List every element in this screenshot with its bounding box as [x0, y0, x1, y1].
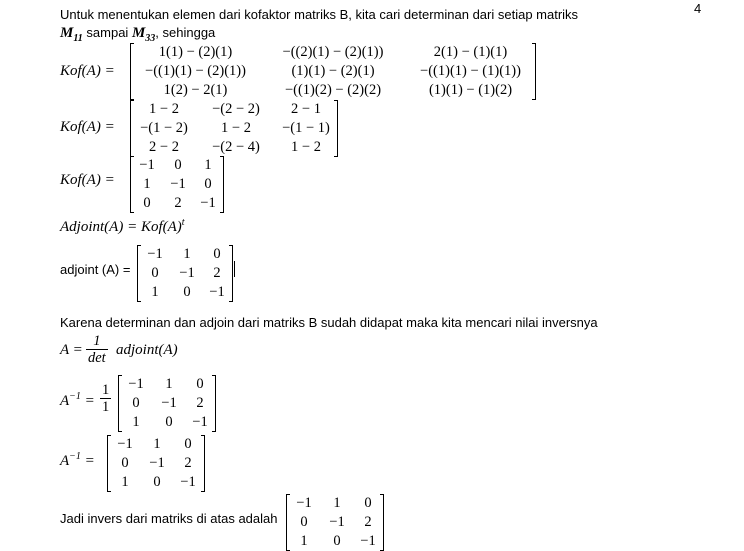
matrix-cell: 1 − 2	[149, 101, 179, 117]
matrix-cell: −((1)(1) − (2)(1))	[145, 63, 246, 79]
conclusion-matrix	[286, 494, 384, 551]
inverse-formula-rhs: adjoint(A)	[116, 342, 178, 358]
matrix-cell: −((1)(2) − (2)(2)	[284, 82, 382, 98]
bracket-corner	[212, 431, 216, 432]
matrix-cell: 1	[183, 246, 191, 262]
matrix-cell: −1	[209, 284, 225, 300]
bracket-corner	[212, 375, 216, 376]
matrix-cell: 1 − 2	[291, 139, 321, 155]
matrix-cell: 2	[364, 514, 372, 530]
matrix-cell: 1	[300, 533, 308, 549]
bracket-corner	[334, 100, 338, 101]
matrix-cell: 0	[174, 157, 182, 173]
matrix-cell: 1	[204, 157, 212, 173]
ainv-fraction: $\frac{1}{1}$	[102, 382, 110, 415]
adjoint-matrix	[137, 245, 233, 302]
inverse-formula-fraction: 1 det	[88, 333, 106, 366]
kof-matrix-step3	[130, 156, 224, 213]
matrix-cell: −(2 − 4)	[212, 139, 260, 155]
matrix-cell: (1)(1) − (1)(2)	[428, 82, 513, 98]
matrix-cell: 0	[300, 514, 308, 530]
matrix-cell: 2	[174, 195, 182, 211]
kof-label-3: Kof(A) =	[60, 172, 115, 188]
bracket-corner	[380, 494, 384, 495]
matrix-cell: 0	[213, 246, 221, 262]
matrix-cell: 1	[143, 176, 151, 192]
intro-text: Untuk menentukan elemen dari kofaktor matriks B, kita cari determinan dari setiap matriks	[60, 7, 579, 22]
ainv-label-1: $A^{-1}$ =	[60, 391, 95, 409]
matrix-cell: −1	[192, 414, 208, 430]
matrix-cell: 0	[333, 533, 341, 549]
matrix-cell: −1	[296, 495, 312, 511]
kof-matrix-step2	[130, 100, 338, 157]
matrix-cell: −1	[161, 395, 177, 411]
matrix-cell: −1	[200, 195, 216, 211]
matrix-cell: −((1)(1) − (1)(1))	[420, 63, 521, 79]
matrix-cell: 0	[196, 376, 204, 392]
m11-symbol: $M_{11}$	[60, 25, 83, 44]
matrix-cell: 0	[121, 455, 129, 471]
matrix-cell: 0	[184, 436, 192, 452]
karena-text: Karena determinan dan adjoin dari matriks B sudah didapat maka kita mencari nilai inversnya	[60, 315, 598, 330]
inverse-formula-lhs: A =	[60, 342, 83, 358]
matrix-cell: −1	[117, 436, 133, 452]
matrix-cell: 1	[121, 474, 129, 490]
matrix-cell: −1	[360, 533, 376, 549]
matrix-cell: 2	[213, 265, 221, 281]
bracket-corner	[220, 156, 224, 157]
bracket-corner	[229, 301, 233, 302]
kof-label-2: Kof(A) =	[60, 119, 115, 135]
matrix-cell: 1	[165, 376, 173, 392]
matrix-cell: −1	[147, 246, 163, 262]
matrix-cell: 1	[153, 436, 161, 452]
bracket-corner	[229, 245, 233, 246]
matrix-cell: 1	[132, 414, 140, 430]
matrix-cell: 2	[196, 395, 204, 411]
matrix-cell: (1)(1) − (2)(1)	[291, 63, 375, 79]
matrix-cell: 2 − 2	[149, 139, 179, 155]
matrix-cell: −(1 − 1)	[282, 120, 330, 136]
matrix-cell: 0	[364, 495, 372, 511]
matrix-cell: −1	[149, 455, 165, 471]
matrix-cell: 0	[153, 474, 161, 490]
text-cursor	[234, 261, 235, 277]
kof-matrix-step1	[130, 43, 536, 100]
matrix-cell: −((2)(1) − (2)(1))	[282, 44, 384, 60]
bracket-corner	[334, 156, 338, 157]
adjoint-label: adjoint (A) =	[60, 262, 131, 277]
matrix-cell: −1	[170, 176, 186, 192]
ainv-matrix-1	[118, 375, 216, 432]
matrix-cell: 2 − 1	[291, 101, 321, 117]
ainv-matrix-2	[107, 435, 205, 492]
page-number: 4	[694, 1, 702, 16]
matrix-cell: 0	[132, 395, 140, 411]
intro-line-2: $M_{11}$ sampai $M_{33}$, sehingga	[60, 25, 216, 44]
matrix-cell: 1 − 2	[221, 120, 251, 136]
matrix-cell: 0	[183, 284, 191, 300]
kof-label-1: Kof(A) =	[60, 63, 115, 79]
bracket-corner	[201, 491, 205, 492]
matrix-cell: −1	[180, 474, 196, 490]
matrix-cell: 1(1) − (2)(1)	[158, 44, 233, 60]
matrix-cell: −1	[329, 514, 345, 530]
bracket-corner	[532, 99, 536, 100]
matrix-cell: 0	[204, 176, 212, 192]
matrix-cell: −1	[139, 157, 155, 173]
matrix-cell: 2	[184, 455, 192, 471]
matrix-cell: −(1 − 2)	[140, 120, 188, 136]
matrix-cell: −1	[128, 376, 144, 392]
matrix-cell: −(2 − 2)	[212, 101, 260, 117]
adjoint-formula: Adjoint(A) = $Kof(A)^t$	[60, 217, 185, 235]
bracket-corner	[532, 43, 536, 44]
m33-symbol: $M_{33}$	[131, 25, 156, 44]
bracket-corner	[220, 212, 224, 213]
bracket-corner	[201, 435, 205, 436]
matrix-cell: 1	[333, 495, 341, 511]
matrix-cell: 0	[151, 265, 159, 281]
matrix-cell: 2(1) − (1)(1)	[433, 44, 508, 60]
matrix-cell: −1	[179, 265, 195, 281]
ainv-label-2: $A^{-1}$ =	[60, 451, 95, 469]
matrix-cell: 0	[165, 414, 173, 430]
matrix-cell: 1(2) − 2(1)	[163, 82, 228, 98]
conclusion-text: Jadi invers dari matriks di atas adalah	[60, 511, 278, 526]
matrix-cell: 0	[143, 195, 151, 211]
matrix-cell: 1	[151, 284, 159, 300]
